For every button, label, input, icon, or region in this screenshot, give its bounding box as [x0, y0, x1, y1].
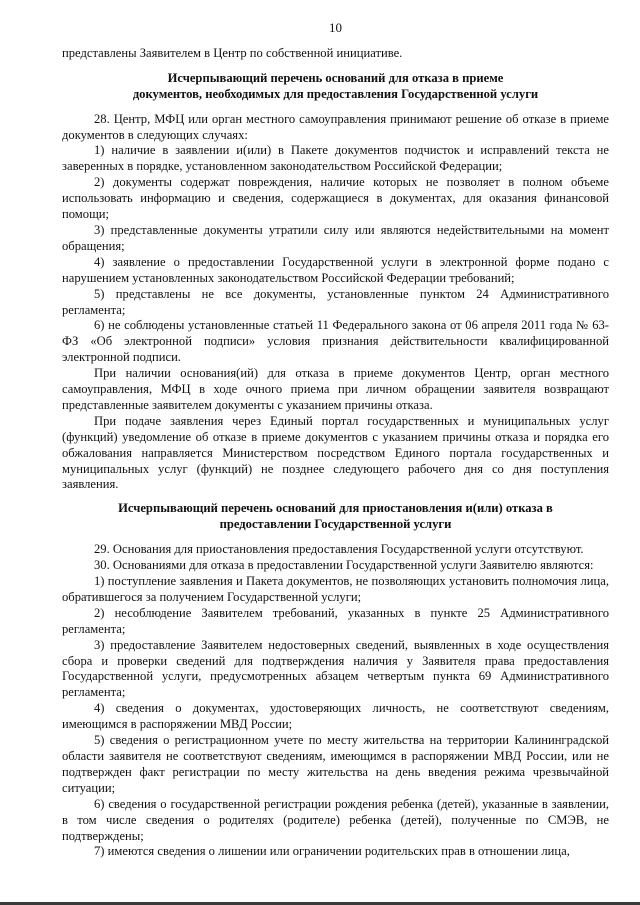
section1-heading [62, 71, 609, 103]
page-number: 10 [329, 20, 342, 35]
section2-item-1: 1) поступление заявления и Пакета документов, не позволяющих установить полномочия лица, обратившегося за получением Государственной услуги; [62, 574, 609, 604]
paragraph-30: 30. Основаниями для отказа в предоставлении Государственной услуги Заявителю являются: [94, 558, 594, 573]
section1-item-2: 2) документы содержат повреждения, наличие которых не позволяет в полном объеме использовать информацию и сведения, содержащиеся в документах, для оказания финансовой помощи; [62, 175, 609, 222]
section2-item-3: 3) предоставление Заявителем недостоверных сведений, выявленных в ходе осуществления сбора и проверки сведений для подтверждения наличия у Заявителя права предоставления Государственной услуги, предусмотренных абзацем четвертым пункта 69 Административного регламента; [62, 637, 609, 700]
section2-item-5: 5) сведения о регистрационном учете по месту жительства на территории Калининградской области заявителя не соответствуют сведениям, имеющимся в распоряжении МВД России, или не подтвержден факт регистрации по месту жительства на день введения режима чрезвычайной ситуации; [62, 733, 609, 795]
paragraph-29: 29. Основания для приостановления предоставления Государственной услуги отсутствуют. [94, 542, 584, 557]
section1-heading-line2: документов, необходимых для предоставления Государственной услуги [132, 86, 539, 101]
paragraph-28: 28. Центр, МФЦ или орган местного самоуправления принимают решение об отказе в приеме документов в следующих случаях: [62, 111, 609, 142]
section1-item-5: 5) представлены не все документы, установленные пунктом 24 Административного регламента; [62, 286, 609, 317]
intro-line: представлены Заявителем в Центр по собственной инициативе. [62, 45, 403, 60]
section1-item-4: 4) заявление о предоставлении Государственной услуги в электронной форме подано с нарушением установленных законодательством Российской Федерации требований; [62, 254, 609, 285]
paragraph-portal: При подаче заявления через Единый портал государственных и муниципальных услуг (функций) уведомление об отказе в приеме документов с указанием причины отказа и порядка его обжалования направляется Министерством посредством Единого портала государственных и муниципальных услуг (функций) не позднее следующего рабочего дня со дня поступления заявления. [62, 413, 609, 492]
section1-item-1: 1) наличие в заявлении и(или) в Пакете документов подчисток и исправлений текста не заверенных в порядке, установленном законодательством Российской Федерации; [62, 143, 609, 174]
section1-heading-line1: Исчерпывающий перечень оснований для отказа в приеме [167, 70, 504, 85]
section1-item-3: 3) представленные документы утратили силу или являются недействительными на момент обращения; [62, 222, 609, 253]
section2-item-7: 7) имеются сведения о лишении или ограничении родительских прав в отношении лица, [94, 844, 570, 859]
paragraph-grounds: При наличии основания(ий) для отказа в приеме документов Центр, орган местного самоуправления, МФЦ в ходе очного приема при личном обращении заявителя возвращают представленные заявителем документы с указанием причины отказа. [62, 366, 609, 412]
section2-heading-line1: Исчерпывающий перечень оснований для приостановления и(или) отказа в [118, 501, 553, 516]
section2-item-4: 4) сведения о документах, удостоверяющих личность, не соответствуют сведениям, имеющимся в распоряжении МВД России; [62, 701, 609, 732]
section2-heading-line2: предоставлении Государственной услуги [219, 517, 452, 532]
section2-item-6: 6) сведения о государственной регистрации рождения ребенка (детей), указанные в заявлении, в том числе сведения о родителях (родителе) ребенка (детей), полученные по СМЭВ, не подтверждены; [62, 796, 609, 843]
section1-item-6: 6) не соблюдены установленные статьей 11 Федерального закона от 06 апреля 2011 года № 63-ФЗ «Об электронной подписи» условия признания действительности квалифицированной электронной подписи. [62, 318, 609, 365]
section2-heading [62, 501, 609, 533]
section2-item-2: 2) несоблюдение Заявителем требований, указанных в пункте 25 Административного регламента; [62, 605, 609, 636]
